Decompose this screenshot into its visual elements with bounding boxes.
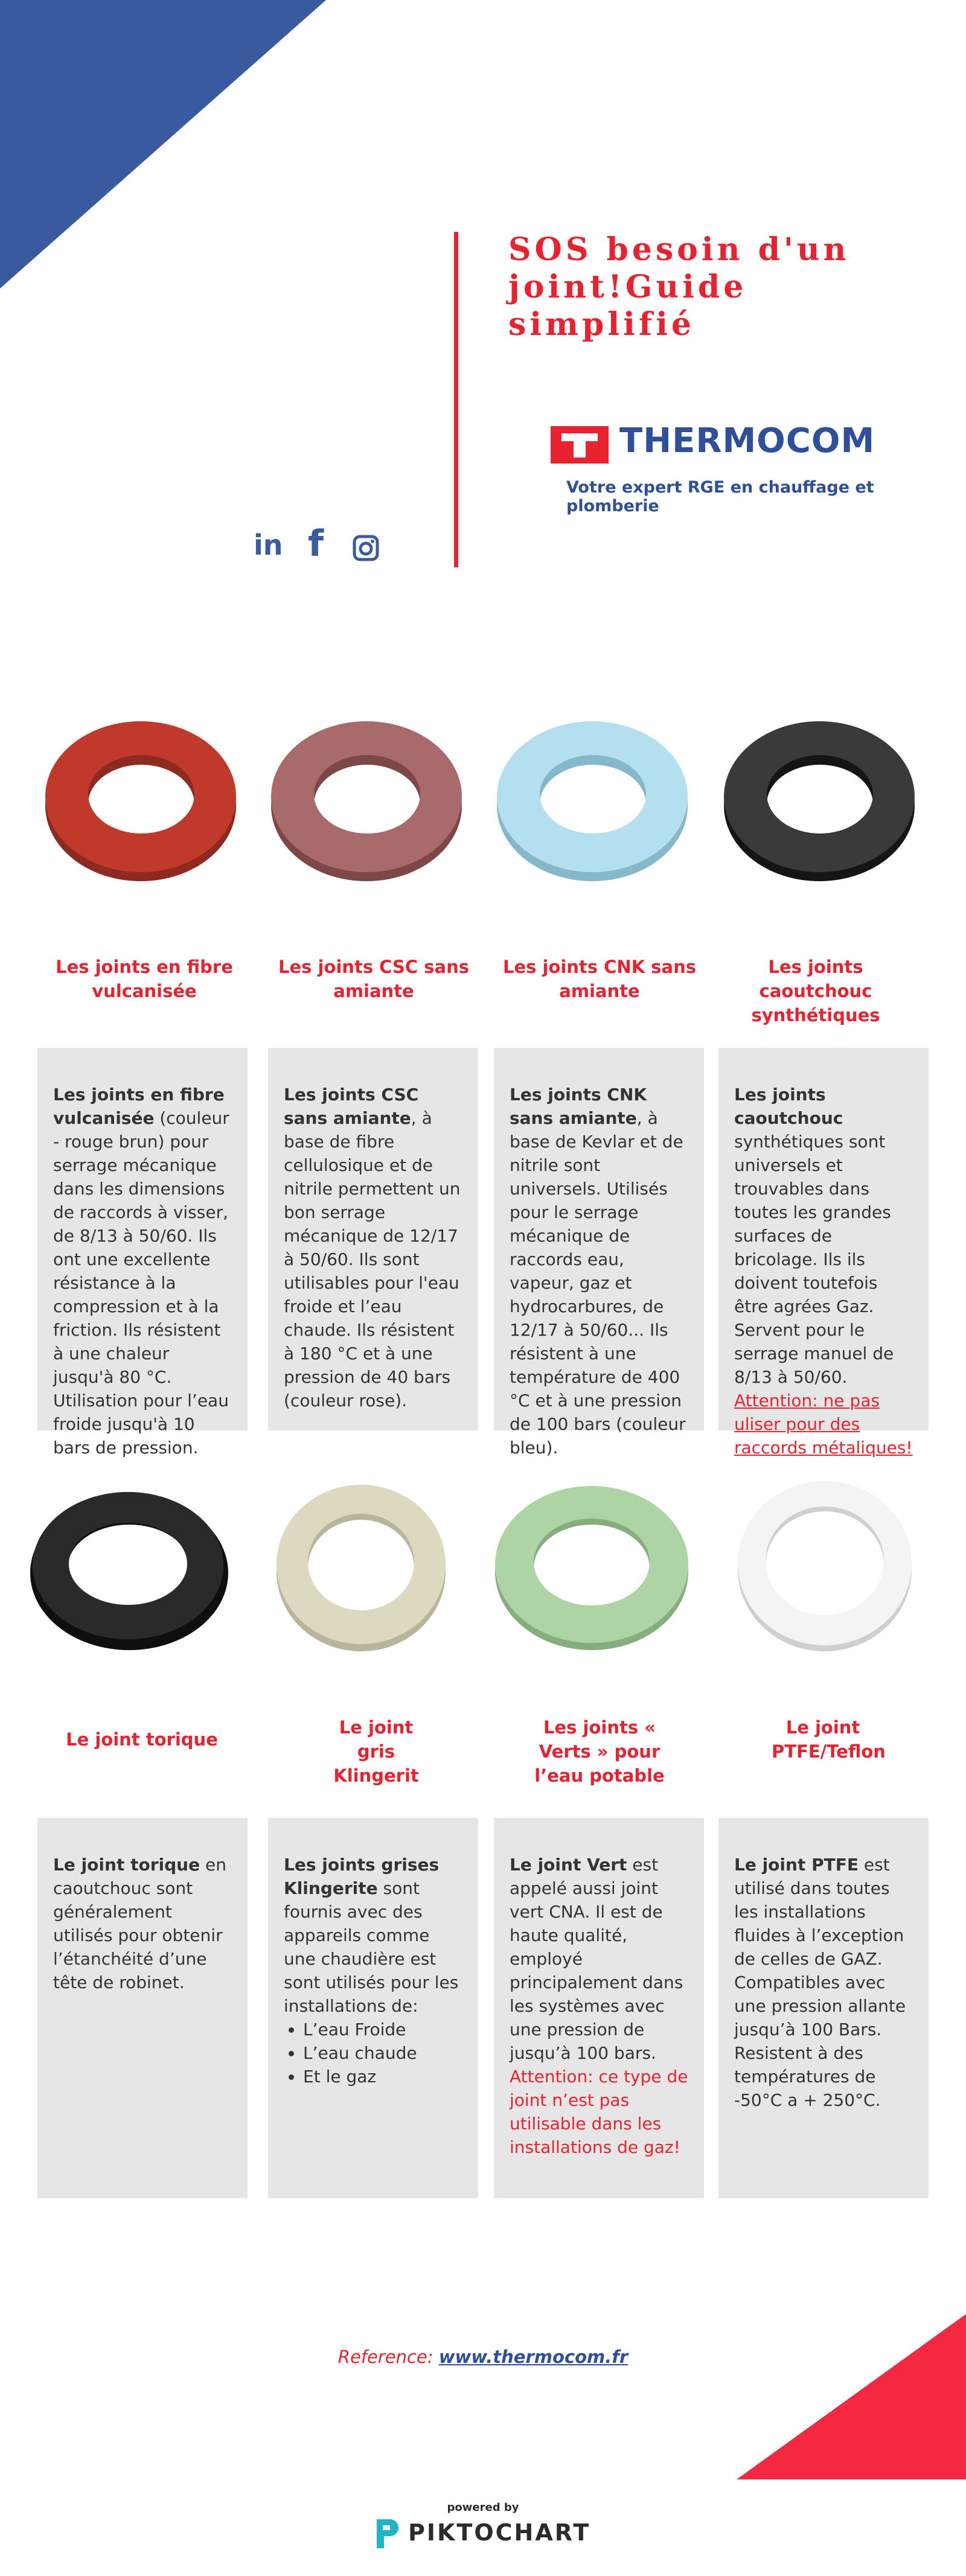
card-csc-sans-amiante: [268, 1048, 478, 1430]
card-bold-text: Les joints grises Klingerite: [284, 1855, 440, 1898]
card-warning: Attention: ne pas uliser pour des raccords métaliques!: [734, 1391, 913, 1458]
black-o-ring-icon: [27, 1476, 238, 1657]
label-caoutchouc-synthetiques: Les joints caoutchouc synthétiques: [751, 957, 880, 1025]
label-joints-verts: [500, 1715, 699, 1788]
powered-by-text: powered by: [447, 2501, 519, 2514]
label-joint-gris-klingerit: [277, 1715, 476, 1788]
decorative-blue-triangle: [0, 0, 326, 289]
decorative-red-triangle: [737, 2314, 966, 2479]
list-item: • Et le gaz: [303, 2065, 462, 2088]
list-item: • L’eau Froide: [303, 2018, 462, 2041]
label-csc-sans-amiante: Les joints CSC sans amiante: [278, 957, 469, 1001]
card-fibre-vulcanisee: [37, 1048, 248, 1458]
label-joint-ptfe: [723, 1715, 923, 1764]
page-title: SOS besoin d'un joint!Guide simplifié: [508, 231, 850, 343]
card-joint-gris-klingerit: [268, 1818, 478, 2198]
green-potable-ring-icon: [491, 1476, 697, 1657]
reference-label: Reference:: [337, 2347, 439, 2367]
header-divider: [454, 232, 458, 567]
card-text: , à base de fibre cellulosique et de nitrile permettent un bon serrage mécanique de 12/17 à 50/60. Ils sont utilisables pour l'eau froide et l’eau chaude. Ils résistent à 180 °C et à une pression de 40 bars (couleur rose).: [284, 1108, 461, 1411]
card-text: en caoutchouc sont généralement utilisés pour obtenir l’étanchéité d’une tête de robinet.: [53, 1855, 226, 1992]
list-item: • L’eau chaude: [303, 2041, 462, 2065]
card-bold-text: Les joints CSC sans amiante: [284, 1085, 419, 1128]
card-cnk-sans-amiante: [494, 1048, 704, 1458]
card-bold-text: Les joints CNK sans amiante: [510, 1085, 647, 1128]
reference-line: [0, 2347, 966, 2367]
card-text: est utilisé dans toutes les installations fluides à l’exception de celles de GAZ. Compatibles avec une pression allante jusqu’à 100 Bars. Resistent à des températures de -50°C a + 250°C.: [734, 1855, 906, 2110]
label-text: Les joints « Verts » pour l’eau potable: [534, 1717, 665, 1786]
brand-tagline: Votre expert RGE en chauffage et plomberie: [566, 478, 874, 515]
label-joint-torique: Le joint torique: [66, 1729, 218, 1750]
card-text: synthétiques sont universels et trouvables dans toutes les grandes surfaces de bricolage. Ils ils doivent toutefois être agrées Gaz. Servent pour le serrage manuel de 8/13 à 50/60.: [734, 1132, 894, 1387]
card-joints-verts: [494, 1818, 704, 2198]
card-bold-text: Le joint PTFE: [734, 1855, 859, 1875]
card-text: sont fournis avec des appareils comme une chaudière est sont utilisés pour les installations de:: [284, 1878, 459, 2016]
card-text: (couleur - rouge brun) pour serrage mécanique dans les dimensions de raccords à visser, de 8/13 à 50/60. Ils ont une excellente résistance à la compression et à la friction. Ils résistent à une chaleur jusqu'à 80 °C. Utilisation pour l’eau froide jusqu'à 10 bars de pression.: [53, 1108, 229, 1458]
label-fibre-vulcanisee: Les joints en fibre vulcanisée: [56, 957, 233, 1001]
label-text: Le joint PTFE/Teflon: [772, 1717, 886, 1762]
bullet-list: [284, 2018, 462, 2088]
card-joint-ptfe: [718, 1818, 929, 2198]
brand-name: THERMOCOM: [619, 421, 875, 461]
card-bold-text: Le joint Vert: [510, 1855, 627, 1875]
card-caoutchouc-synthetiques: [718, 1048, 929, 1458]
facebook-icon[interactable]: f: [308, 523, 324, 565]
card-text: , à base de Kevlar et de nitrile sont universels. Utilisés pour le serrage mécanique de raccords eau, vapeur, gaz et hydrocarbures, de 12/17 à 50/60... Ils résistent à une température de 400 °C et à une pression de 100 bars (couleur bleu).: [510, 1108, 686, 1458]
blue-cnk-ring-icon: [494, 712, 693, 887]
grey-klingerit-ring-icon: [273, 1476, 454, 1657]
white-ptfe-ring-icon: [734, 1476, 915, 1657]
reference-link[interactable]: www.thermocom.fr: [438, 2347, 629, 2367]
piktochart-wordmark[interactable]: PIKTOCHART: [408, 2519, 591, 2546]
label-cnk-sans-amiante: Les joints CNK sans amiante: [502, 957, 697, 1001]
piktochart-logo-icon[interactable]: [373, 2517, 401, 2551]
card-joint-torique: [37, 1818, 248, 2198]
rose-csc-ring-icon: [268, 712, 467, 887]
label-text: Le joint gris Klingerit: [333, 1717, 419, 1786]
thermocom-t-icon: [560, 432, 599, 457]
red-fibre-ring-icon: [42, 712, 242, 887]
card-bold-text: Les joints caoutchouc: [734, 1085, 843, 1128]
card-warning: Attention: ce type de joint n’est pas utilisable dans les installations de gaz!: [510, 2067, 688, 2157]
instagram-icon[interactable]: [353, 535, 379, 561]
card-bold-text: Le joint torique: [53, 1855, 200, 1875]
card-bold-text: Les joints en fibre vulcanisée: [53, 1085, 225, 1128]
linkedin-icon[interactable]: in: [254, 529, 283, 561]
black-rubber-ring-icon: [721, 712, 920, 887]
card-text: est appelé aussi joint vert CNA. Il est de haute qualité, employé principalement dans les systèmes avec une pression de jusqu’à 100 bars.: [510, 1855, 683, 2063]
